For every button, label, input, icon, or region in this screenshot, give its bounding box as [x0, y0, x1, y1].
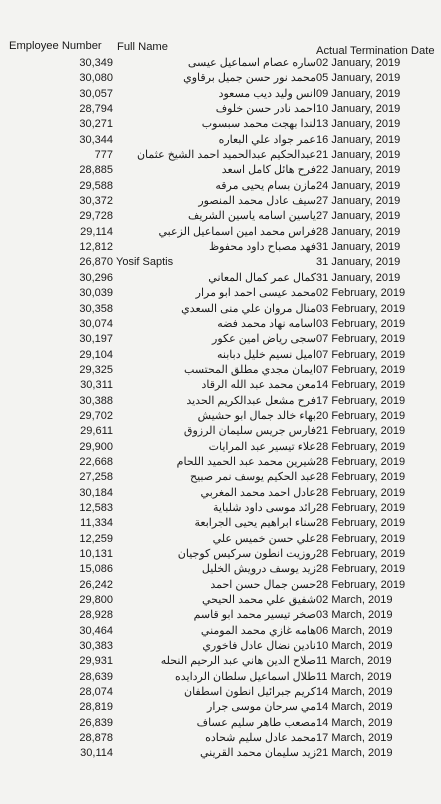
full-name-cell: عادل احمد محمد المغربي [200, 486, 316, 499]
termination-date-cell [316, 87, 400, 102]
table-row [0, 516, 441, 531]
date-month-year: February, 2019 [331, 394, 406, 407]
table-row [0, 225, 441, 240]
termination-date-cell [316, 516, 405, 531]
date-month-year: March, 2019 [331, 747, 393, 760]
employee-number-cell: 30,344 [79, 133, 113, 146]
employee-number-cell: 27,258 [79, 471, 113, 484]
table-row [0, 593, 441, 608]
date-day: 21 [316, 747, 329, 760]
table-row [0, 608, 441, 623]
full-name-cell: شيرين محمد عبد الحميد اللحام [176, 455, 316, 468]
table-row [0, 102, 441, 117]
date-month-year: January, 2019 [331, 225, 401, 238]
table-row [0, 286, 441, 301]
full-name-cell: رائد موسى داود شلباية [213, 501, 316, 514]
full-name-cell: اسامه نهاد محمد فضه [217, 317, 316, 330]
date-day: 28 [316, 486, 329, 499]
table-body [0, 56, 441, 762]
employee-number-cell: 22,668 [79, 455, 113, 468]
full-name-cell: احمد نادر حسن خلوف [215, 103, 316, 116]
table-row [0, 455, 441, 470]
date-month-year: February, 2019 [331, 317, 406, 330]
date-day: 31 [316, 271, 329, 284]
date-month-year: March, 2019 [331, 640, 393, 653]
date-month-year: January, 2019 [331, 210, 401, 223]
full-name-cell: علاء تيسير عبد المرايات [208, 440, 316, 453]
table-row [0, 194, 441, 209]
table-row [0, 163, 441, 178]
table-row [0, 440, 441, 455]
termination-date-cell [316, 716, 392, 731]
header-termination-date: Actual Termination Date [316, 45, 435, 57]
full-name-cell: نادين نضال عادل فاخوري [202, 640, 316, 653]
employee-number-cell: 30,039 [79, 287, 113, 300]
date-day: 10 [316, 103, 329, 116]
full-name-cell: ساره عصام اسماعيل عيسى [187, 57, 316, 69]
termination-date-cell [316, 578, 405, 593]
employee-number-cell: 30,464 [79, 624, 113, 637]
employee-number-cell: 777 [94, 149, 113, 162]
termination-date-cell [316, 148, 400, 163]
date-month-year: February, 2019 [331, 302, 406, 315]
employee-number-cell: 26,242 [79, 578, 113, 591]
full-name-cell: سيف عادل محمد المنصور [198, 195, 316, 208]
employee-number-cell: 28,928 [79, 609, 113, 622]
date-day: 10 [316, 640, 329, 653]
table-row [0, 654, 441, 669]
date-day: 07 [316, 363, 329, 376]
date-month-year: February, 2019 [331, 379, 406, 392]
date-day: 31 [316, 241, 329, 254]
termination-date-cell [316, 409, 405, 424]
date-day: 14 [316, 379, 329, 392]
date-day: 28 [316, 440, 329, 453]
employee-number-cell: 26,839 [79, 716, 113, 729]
termination-date-cell [316, 608, 392, 623]
date-day: 03 [316, 317, 329, 330]
full-name-cell: مصعب طاهر سليم عساف [196, 716, 316, 729]
table-row [0, 71, 441, 86]
date-month-year: February, 2019 [331, 578, 406, 591]
date-month-year: February, 2019 [331, 440, 406, 453]
full-name-cell: فارس جريس سليمان الرزوق [183, 425, 316, 438]
full-name-cell: صلاح الدين هاني عبد الرحيم النحله [160, 655, 316, 668]
date-month-year: January, 2019 [331, 118, 401, 131]
date-day: 11 [316, 655, 328, 668]
employee-number-cell: 29,588 [79, 179, 113, 192]
termination-date-cell [316, 394, 405, 409]
full-name-cell: انس وليد ديب مسعود [218, 87, 316, 100]
termination-date-cell [316, 348, 405, 363]
termination-date-cell [316, 562, 405, 577]
date-day: 27 [316, 210, 329, 223]
full-name-cell: فرح هائل كامل اسعد [221, 164, 316, 177]
termination-date-cell [316, 317, 405, 332]
employee-number-cell: 30,349 [79, 57, 113, 69]
date-day: 07 [316, 333, 329, 346]
table-row [0, 302, 441, 317]
date-day: 03 [316, 609, 329, 622]
employee-number-cell: 15,086 [79, 563, 113, 576]
termination-date-cell [316, 685, 392, 700]
termination-date-cell [316, 209, 400, 224]
date-day: 06 [316, 624, 329, 637]
termination-date-cell [316, 440, 405, 455]
full-name-cell: كمال عمر كمال المعاني [208, 271, 316, 284]
date-day: 28 [316, 578, 329, 591]
date-day: 11 [316, 670, 328, 683]
termination-date-cell [316, 225, 400, 240]
date-month-year: January, 2019 [331, 57, 401, 69]
date-day: 28 [316, 501, 329, 514]
date-day: 27 [316, 195, 329, 208]
date-month-year: February, 2019 [331, 348, 406, 361]
date-month-year: February, 2019 [331, 517, 406, 530]
date-month-year: February, 2019 [331, 501, 406, 514]
employee-number-cell: 10,131 [79, 548, 113, 560]
employee-number-cell: 30,383 [79, 640, 113, 653]
date-day: 28 [316, 563, 329, 576]
termination-date-cell [316, 363, 405, 378]
employee-number-cell: 29,728 [79, 210, 113, 223]
full-name-cell: عبدالحكيم عبدالحميد احمد الشيخ عثمان [136, 149, 316, 162]
date-day: 14 [316, 686, 329, 699]
employee-number-cell: 11,334 [80, 517, 113, 530]
termination-date-cell [316, 56, 400, 71]
table-row [0, 716, 441, 731]
termination-date-cell [316, 455, 405, 470]
date-month-year: January, 2019 [331, 72, 401, 85]
employee-number-cell: 30,388 [79, 394, 113, 407]
table-row [0, 670, 441, 685]
date-day: 02 [316, 594, 329, 607]
table-row [0, 133, 441, 148]
table-row [0, 255, 441, 270]
full-name-cell: لندا بهجت محمد سبسوب [201, 118, 316, 131]
full-name-cell: فرح مشعل عبدالكريم الحديد [186, 394, 316, 407]
termination-date-cell [316, 286, 405, 301]
date-month-year: January, 2019 [331, 241, 401, 254]
full-name-cell: عبد الحكيم يوسف نمر صبيح [189, 471, 316, 484]
termination-date-cell [316, 179, 400, 194]
employee-number-cell: 29,104 [79, 348, 113, 361]
table-row [0, 562, 441, 577]
full-name-cell: محمد عادل سليم شحاده [205, 732, 316, 745]
full-name-cell: زيد سليمان محمد القريني [200, 747, 316, 760]
date-month-year: January, 2019 [331, 103, 401, 116]
table-row [0, 56, 441, 71]
employee-number-cell: 28,819 [79, 701, 113, 714]
employee-number-cell: 29,611 [80, 425, 113, 438]
employee-number-cell: 29,931 [79, 655, 113, 668]
termination-date-cell [316, 547, 405, 562]
date-day: 24 [316, 179, 329, 192]
date-day: 16 [316, 133, 329, 146]
termination-date-cell [316, 240, 400, 255]
table-row [0, 148, 441, 163]
termination-date-cell [316, 731, 392, 746]
table-row [0, 332, 441, 347]
employee-number-cell: 30,372 [79, 195, 113, 208]
date-month-year: January, 2019 [331, 179, 401, 192]
date-day: 21 [316, 149, 329, 162]
employee-number-cell: 29,702 [79, 409, 113, 422]
table-row [0, 501, 441, 516]
date-day: 14 [316, 701, 329, 714]
date-month-year: March, 2019 [331, 609, 393, 622]
full-name-cell: مي سرحان موسى جرار [207, 701, 316, 714]
termination-date-cell [316, 133, 400, 148]
table-header [0, 38, 441, 58]
termination-date-cell [316, 670, 392, 685]
date-month-year: February, 2019 [331, 363, 406, 376]
full-name-cell: ايمان مجدي مطلق المحتسب [184, 363, 316, 376]
employee-number-cell: 30,057 [79, 87, 113, 100]
date-day: 07 [316, 348, 329, 361]
employee-number-cell: 28,885 [79, 164, 113, 177]
date-month-year: January, 2019 [331, 133, 401, 146]
table-row [0, 363, 441, 378]
date-month-year: January, 2019 [331, 195, 401, 208]
termination-date-cell [316, 424, 405, 439]
full-name-cell: سناء ابراهيم يحيى الجرابعة [194, 517, 316, 530]
date-day: 20 [316, 409, 329, 422]
date-day: 31 [316, 256, 329, 269]
employee-number-cell: 28,639 [79, 670, 113, 683]
employee-number-cell: 29,114 [80, 225, 113, 238]
date-month-year: January, 2019 [331, 149, 401, 162]
date-month-year: February, 2019 [331, 471, 406, 484]
full-name-cell: بهاء خالد جمال ابو حشيش [197, 409, 316, 422]
table-row [0, 209, 441, 224]
termination-date-cell [316, 302, 405, 317]
date-month-year: March, 2019 [330, 655, 392, 668]
date-day: 28 [316, 471, 329, 484]
full-name-cell: Yosif Saptis [116, 256, 174, 269]
date-month-year: February, 2019 [331, 333, 406, 346]
full-name-cell: عمر جواد علي البعاره [218, 133, 316, 146]
date-day: 28 [316, 532, 329, 545]
date-day: 02 [316, 57, 329, 69]
termination-date-cell [316, 163, 400, 178]
table-row [0, 271, 441, 286]
full-name-cell: طلال اسماعيل سلطان الردايده [174, 670, 316, 683]
full-name-cell: هامه غازي محمد المومني [200, 624, 316, 637]
employee-number-cell: 30,074 [79, 317, 113, 330]
table-row [0, 470, 441, 485]
date-day: 03 [316, 302, 329, 315]
employee-number-cell: 30,296 [79, 271, 113, 284]
date-day: 21 [316, 425, 329, 438]
table-row [0, 486, 441, 501]
date-day: 28 [316, 455, 329, 468]
employee-number-cell: 12,583 [79, 501, 113, 514]
full-name-cell: صخر تيسير محمد ابو قاسم [193, 609, 316, 622]
termination-date-cell [316, 117, 400, 132]
termination-date-cell [316, 593, 392, 608]
termination-date-cell [316, 194, 400, 209]
date-month-year: March, 2019 [331, 732, 393, 745]
full-name-cell: معن محمد عبد الله الرقاد [201, 379, 316, 392]
employee-number-cell: 12,812 [79, 241, 113, 254]
full-name-cell: سجى رياض امين عكور [212, 333, 316, 346]
termination-date-cell [316, 532, 405, 547]
date-month-year: March, 2019 [331, 686, 393, 699]
termination-date-cell [316, 378, 405, 393]
header-full-name: Full Name [117, 41, 168, 53]
table-row [0, 532, 441, 547]
table-row [0, 378, 441, 393]
date-month-year: February, 2019 [331, 548, 406, 560]
table-row [0, 700, 441, 715]
date-day: 17 [316, 732, 329, 745]
date-day: 17 [316, 394, 329, 407]
full-name-cell: منال مروان علي منى السعدي [181, 302, 316, 315]
employee-number-cell: 29,800 [79, 594, 113, 607]
termination-date-cell [316, 71, 400, 86]
termination-date-cell [316, 654, 392, 669]
date-month-year: March, 2019 [331, 701, 393, 714]
date-month-year: March, 2019 [331, 716, 393, 729]
full-name-cell: علي حسن خميس علي [212, 532, 316, 545]
table-row [0, 624, 441, 639]
termination-date-cell [316, 102, 400, 117]
date-month-year: February, 2019 [331, 287, 406, 300]
full-name-cell: حسن جمال حسن احمد [210, 578, 316, 591]
date-month-year: March, 2019 [330, 670, 392, 683]
employee-number-cell: 30,197 [79, 333, 113, 346]
header-employee-number: Employee Number [9, 40, 102, 52]
date-month-year: February, 2019 [331, 455, 406, 468]
full-name-cell: شفيق علي محمد الحيحي [201, 594, 316, 607]
employee-number-cell: 12,259 [79, 532, 113, 545]
date-day: 13 [316, 118, 329, 131]
employee-number-cell: 28,878 [79, 732, 113, 745]
employee-number-cell: 26,870 [79, 256, 113, 269]
date-day: 02 [316, 287, 329, 300]
employee-number-cell: 29,900 [79, 440, 113, 453]
termination-date-cell [316, 624, 392, 639]
date-month-year: February, 2019 [331, 486, 406, 499]
table-row [0, 317, 441, 332]
employee-number-cell: 30,080 [79, 72, 113, 85]
termination-date-cell [316, 470, 405, 485]
employee-number-cell: 30,311 [80, 379, 113, 392]
employee-number-cell: 28,794 [79, 103, 113, 116]
table-row [0, 731, 441, 746]
date-month-year: February, 2019 [331, 563, 406, 576]
termination-date-cell [316, 639, 392, 654]
table-row [0, 547, 441, 562]
employee-number-cell: 30,114 [80, 747, 113, 760]
table-row [0, 348, 441, 363]
date-day: 09 [316, 87, 329, 100]
table-row [0, 87, 441, 102]
termination-date-cell [316, 486, 405, 501]
employee-number-cell: 30,184 [79, 486, 113, 499]
table-row [0, 685, 441, 700]
termination-date-cell [316, 700, 392, 715]
table-row [0, 179, 441, 194]
date-month-year: January, 2019 [331, 271, 401, 284]
table-row [0, 639, 441, 654]
termination-date-cell [316, 746, 392, 761]
termination-date-cell [316, 255, 400, 270]
full-name-cell: كريم جبرائيل انطون اسطفان [183, 686, 316, 699]
full-name-cell: فراس محمد امين اسماعيل الزعبي [158, 225, 316, 238]
table-row [0, 746, 441, 761]
date-month-year: February, 2019 [331, 409, 406, 422]
full-name-cell: اميل نسيم خليل دبابنه [217, 348, 316, 361]
employee-number-cell: 30,271 [79, 118, 113, 131]
termination-date-cell [316, 501, 405, 516]
date-day: 14 [316, 716, 329, 729]
table-row [0, 424, 441, 439]
full-name-cell: محمد عيسى احمد ابو مرار [195, 287, 316, 300]
date-month-year: March, 2019 [331, 594, 393, 607]
table-row [0, 240, 441, 255]
full-name-cell: فهد مصباح داود محفوظ [208, 241, 316, 254]
date-month-year: February, 2019 [331, 425, 406, 438]
employee-number-cell: 28,074 [79, 686, 113, 699]
table-row [0, 578, 441, 593]
date-month-year: January, 2019 [331, 256, 401, 269]
table-row [0, 409, 441, 424]
date-day: 28 [316, 225, 329, 238]
termination-date-cell [316, 332, 405, 347]
employee-number-cell: 29,325 [79, 363, 113, 376]
full-name-cell: روزيت انطون سركيس كوجيان [177, 548, 316, 560]
employee-number-cell: 30,358 [79, 302, 113, 315]
full-name-cell: محمد نور حسن جميل برقاوي [183, 72, 316, 85]
table-row [0, 394, 441, 409]
full-name-cell: زيد يوسف درويش الخليل [201, 563, 316, 576]
full-name-cell: ياسين اسامه ياسين الشريف [188, 210, 316, 223]
date-day: 05 [316, 72, 329, 85]
table-row [0, 117, 441, 132]
date-month-year: February, 2019 [331, 532, 406, 545]
full-name-cell: مازن بسام يحيى مرقه [215, 179, 316, 192]
date-day: 28 [316, 517, 329, 530]
date-day: 22 [316, 164, 329, 177]
termination-date-cell [316, 271, 400, 286]
date-month-year: January, 2019 [331, 87, 401, 100]
date-month-year: March, 2019 [331, 624, 393, 637]
date-day: 28 [316, 548, 329, 560]
date-month-year: January, 2019 [331, 164, 401, 177]
